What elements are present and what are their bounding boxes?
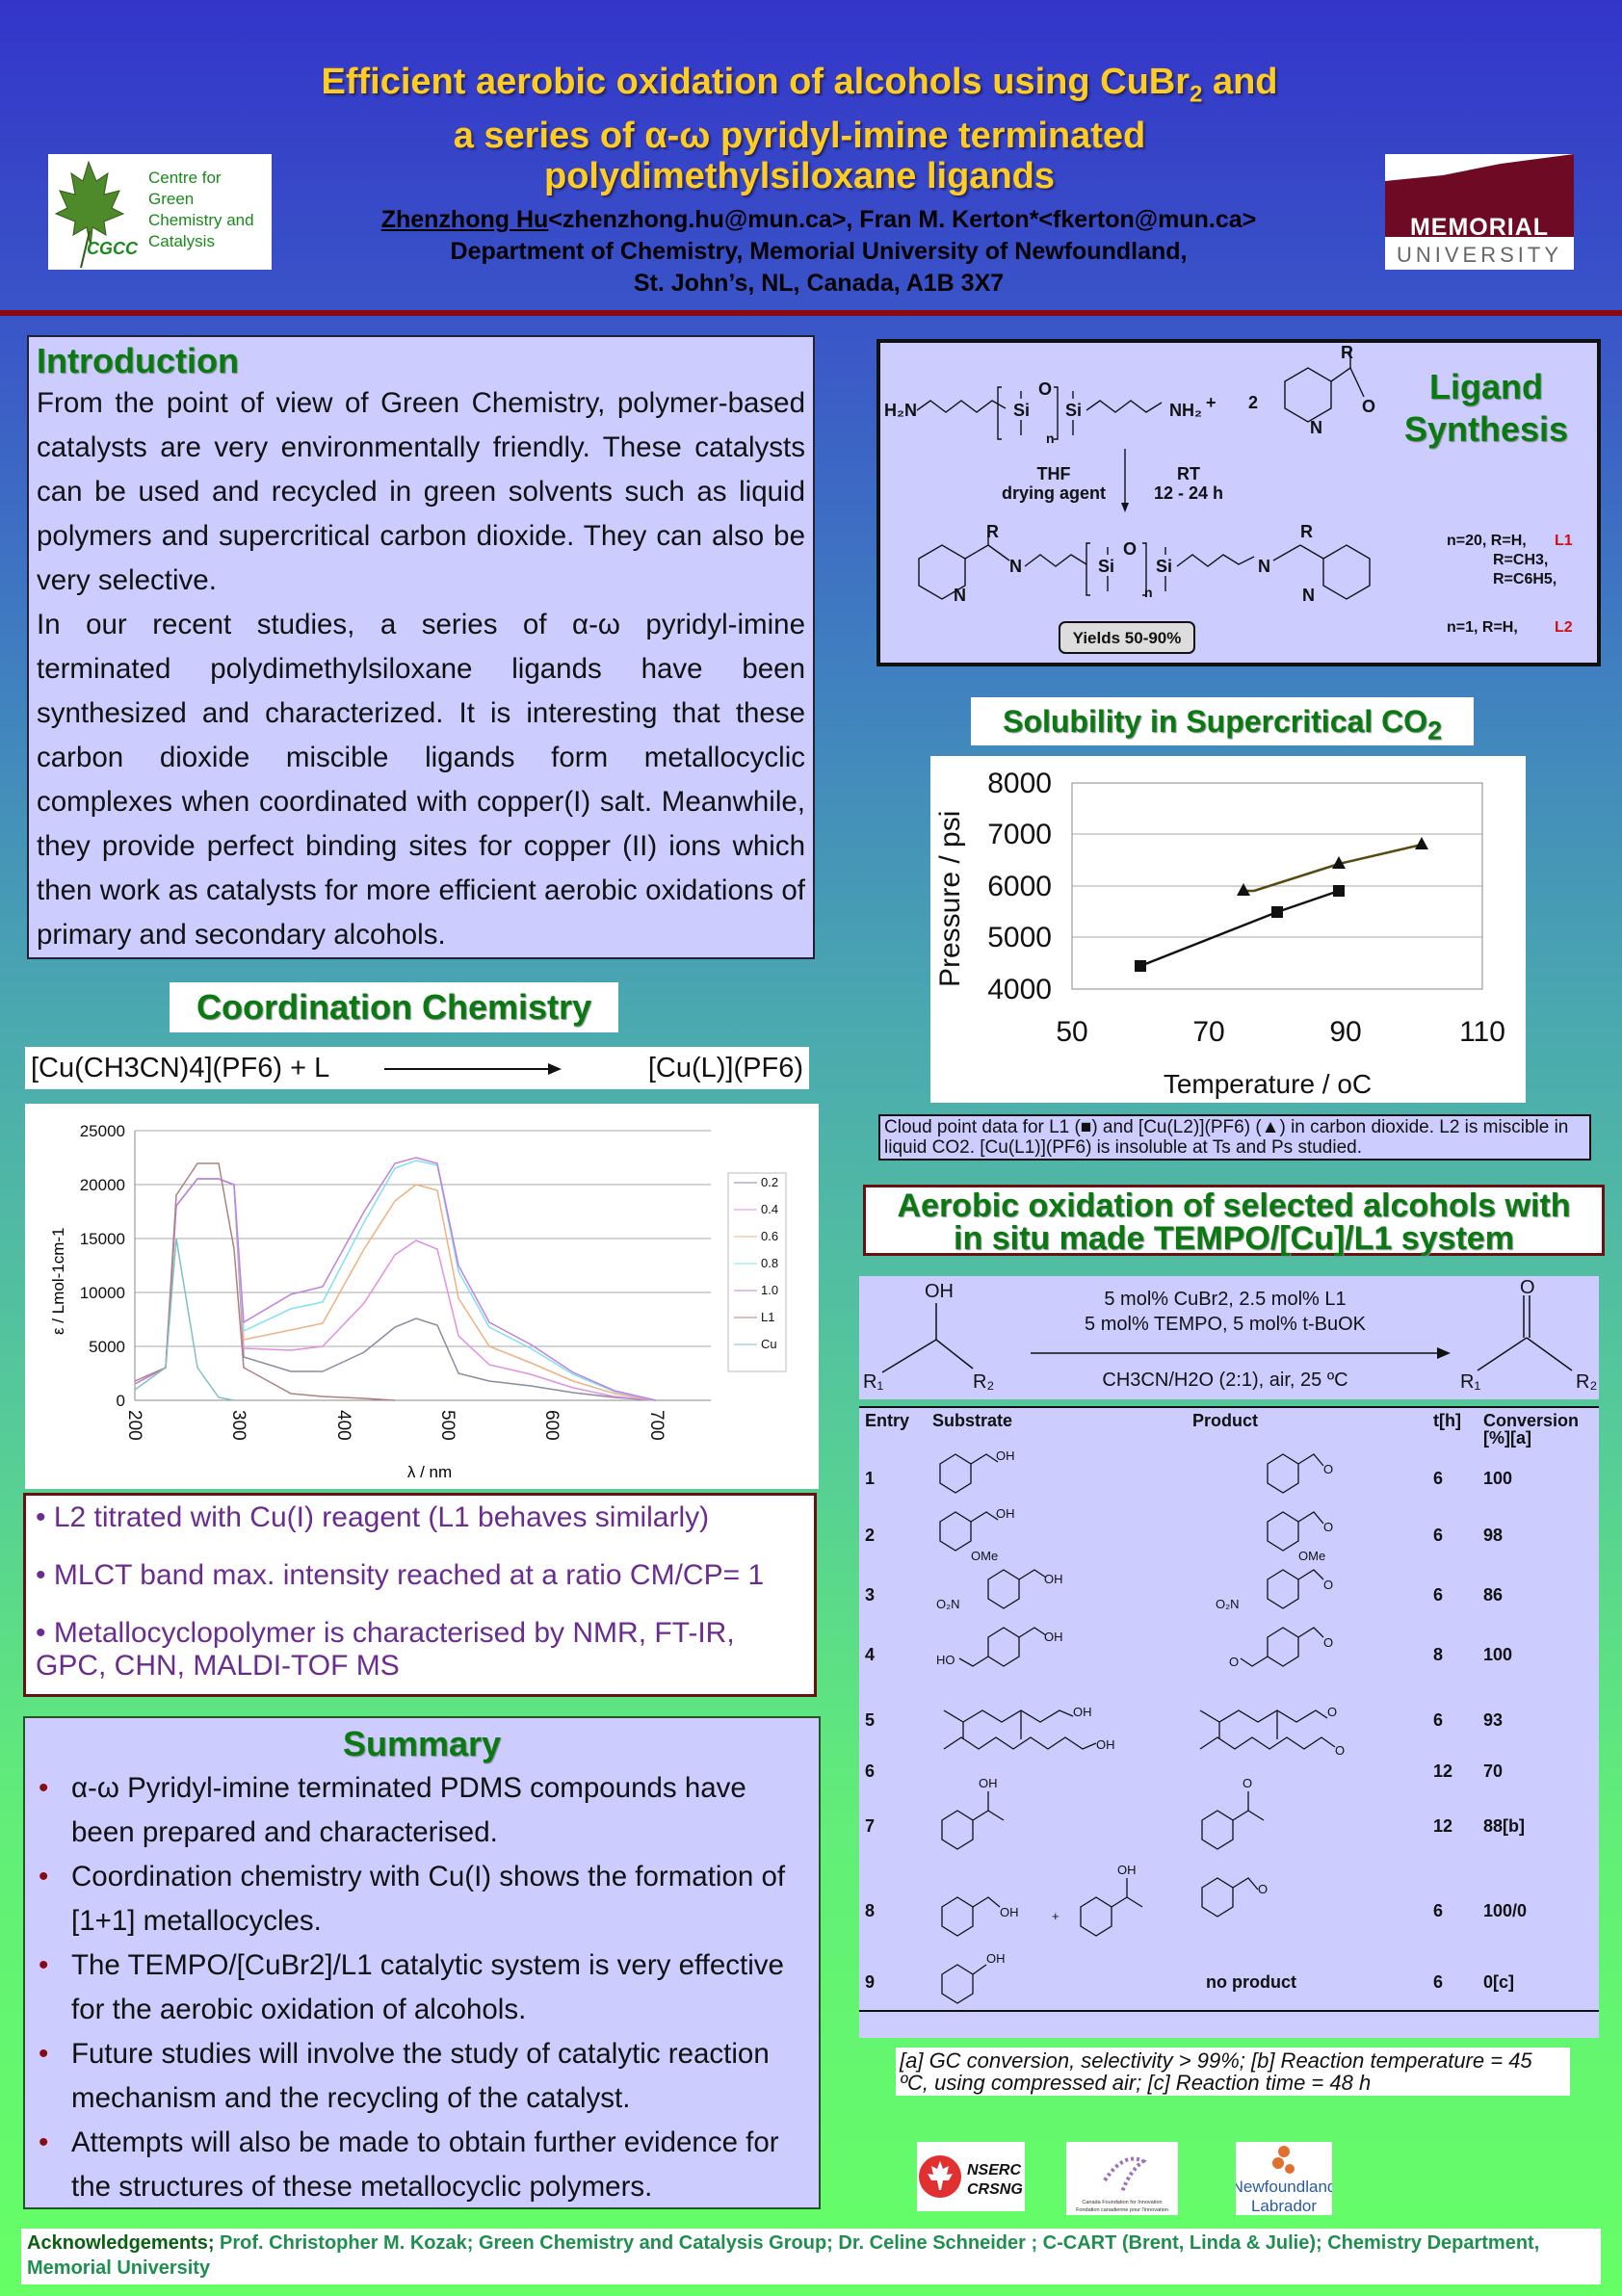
introduction-heading: Introduction — [37, 341, 239, 380]
svg-text:O: O — [1123, 539, 1138, 559]
svg-text:+: + — [1206, 393, 1216, 412]
svg-text:L2: L2 — [1555, 619, 1573, 636]
svg-text:OMe: OMe — [1298, 1549, 1326, 1563]
solubility-heading: Solubility in Supercritical $CO_2$ — [971, 697, 1474, 745]
svg-text:O₂N: O₂N — [1216, 1597, 1240, 1611]
svg-text:110: 110 — [1459, 1016, 1505, 1048]
svg-text:R₁: R₁ — [863, 1371, 884, 1393]
svg-text:RT: RT — [1177, 464, 1200, 483]
svg-text:R: R — [1341, 343, 1353, 362]
svg-text:Si: Si — [1156, 557, 1173, 576]
introduction-paragraph-2: In our recent studies, a series of α-ω pyridyl-imine terminated polydimethylsiloxane ligands have been synthesized and characterized. It is interesting that these carbon dioxide miscible ligands form metallocyclic complexes when coordinated with copper(I) salt. Meanwhile, they provide perfect binding sites for copper (II) ions which then work as catalysts for more efficient aerobic oxidations of primary and secondary alcohols. — [37, 609, 805, 951]
svg-text:Chemistry and: Chemistry and — [148, 211, 254, 229]
svg-text:500: 500 — [437, 1410, 458, 1441]
summary-item: • Attempts will also be made to obtain further evidence for the structures of these metallocyclic polymers. — [39, 2121, 805, 2209]
summary-panel — [23, 1716, 821, 2209]
svg-text:400: 400 — [333, 1410, 353, 1441]
svg-text:200: 200 — [124, 1410, 144, 1441]
coordination-bullet: • Metallocyclopolymer is characterised by NMR, FT-IR, GPC, CHN, MALDI-TOF MS — [36, 1617, 735, 1682]
svg-text:N: N — [1310, 418, 1322, 437]
nserc-logo — [917, 2142, 1025, 2211]
reaction-arrow-icon — [384, 1068, 558, 1070]
svg-text:0: 0 — [116, 1392, 125, 1410]
table-row: 9 no product 6 0[c] — [859, 1955, 1599, 2011]
svg-text:OH: OH — [1073, 1705, 1092, 1719]
svg-text:Pressure / psi: Pressure / psi — [934, 810, 966, 987]
svg-text:L1: L1 — [1555, 533, 1573, 549]
svg-text:CH3CN/H2O (2:1), air, 25 ºC: CH3CN/H2O (2:1), air, 25 ºC — [1102, 1370, 1348, 1391]
svg-text:Fondation canadienne pour l'in: Fondation canadienne pour l'innovation — [1076, 2207, 1168, 2213]
svg-text:5000: 5000 — [987, 922, 1052, 953]
summary-item: • Future studies will involve the study of catalytic reaction mechanism and the recycling of the catalyst. — [39, 2032, 805, 2121]
summary-item: • The TEMPO/[CuBr2]/L1 catalytic system is very effective for the aerobic oxidation of alcohols. — [39, 1944, 805, 2032]
svg-text:300: 300 — [228, 1410, 249, 1441]
svg-text:6000: 6000 — [987, 871, 1052, 902]
svg-text:Si: Si — [1098, 557, 1115, 576]
svg-text:OH: OH — [996, 1448, 1015, 1463]
uv-vis-chart — [25, 1104, 819, 1489]
svg-text:R=C6H5,: R=C6H5, — [1493, 571, 1557, 587]
cgcc-logo — [48, 154, 272, 270]
svg-text:N: N — [1258, 557, 1270, 576]
svg-text:5000: 5000 — [89, 1338, 125, 1356]
summary-heading: Summary — [342, 1724, 502, 1763]
svg-text:O: O — [1327, 1705, 1338, 1719]
svg-text:600: 600 — [541, 1410, 562, 1441]
svg-text:25000: 25000 — [79, 1122, 125, 1140]
authors-block: Zhenzhong Hu<zhenzhong.hu@mun.ca>, Fran M. Kerton*<fkerton@mun.ca> Department of Chemistry, Memorial University of Newfoundland, St. John’s, NL, Canada, A1B 3X7 — [380, 206, 1257, 297]
square-markers — [1135, 885, 1345, 972]
oxidation-scheme — [859, 1276, 1599, 1399]
svg-text:R₂: R₂ — [973, 1371, 995, 1393]
svg-text:Temperature / oC: Temperature / oC — [1163, 1069, 1373, 1099]
svg-text:Catalysis: Catalysis — [148, 232, 215, 250]
svg-text:L1: L1 — [761, 1310, 775, 1324]
svg-text:N: N — [1302, 586, 1315, 605]
svg-text:OH: OH — [1044, 1630, 1063, 1644]
svg-text:+: + — [1052, 1909, 1060, 1923]
svg-text:5 mol% CuBr2, 2.5 mol% L1: 5 mol% CuBr2, 2.5 mol% L1 — [1104, 1289, 1347, 1310]
svg-text:R: R — [986, 522, 999, 541]
table-row: 4 8 100 — [865, 1644, 1513, 1664]
table-row: 7 12 88[b] — [865, 1815, 1526, 1836]
svg-text:4000: 4000 — [987, 974, 1052, 1005]
svg-text:Canada Foundation for Innovati: Canada Foundation for Innovation — [1082, 2200, 1163, 2205]
svg-text:O: O — [1038, 379, 1053, 399]
svg-text:R=CH3,: R=CH3, — [1493, 552, 1549, 568]
svg-text:Si: Si — [1013, 401, 1031, 420]
svg-text:MEMORIAL: MEMORIAL — [1409, 214, 1550, 241]
svg-text:O: O — [1243, 1776, 1253, 1790]
svg-text:OH: OH — [1000, 1905, 1019, 1919]
svg-text:drying agent: drying agent — [1001, 483, 1107, 503]
svg-text:n=20, R=H,: n=20, R=H, — [1447, 533, 1527, 549]
table-row: 1 6 100 — [865, 1468, 1513, 1488]
svg-text:OH: OH — [1044, 1572, 1063, 1586]
coordination-bullet: • L2 titrated with Cu(I) reagent (L1 behaves similarly) — [36, 1501, 710, 1533]
svg-text:50: 50 — [1056, 1016, 1088, 1048]
svg-text:Centre for: Centre for — [148, 169, 222, 187]
svg-text:2: 2 — [1248, 393, 1259, 412]
svg-text:10000: 10000 — [79, 1284, 125, 1302]
oxidation-heading: Aerobic oxidation of selected alcohols with in situ made TEMPO/[Cu]/L1 system — [863, 1185, 1605, 1256]
svg-text:70: 70 — [1192, 1016, 1225, 1048]
svg-text:1.0: 1.0 — [761, 1283, 779, 1297]
svg-text:Cu: Cu — [761, 1337, 777, 1351]
solubility-chart — [930, 756, 1526, 1103]
svg-text:0.4: 0.4 — [761, 1202, 779, 1216]
poster-title: Efficient aerobic oxidation of alcohols using CuBr$_2$ and a series of α-ω pyridyl-imine terminated polydimethylsiloxane ligands — [321, 62, 1278, 196]
svg-text:OH: OH — [986, 1951, 1006, 1966]
svg-text:OH: OH — [979, 1776, 998, 1790]
author-name: Zhenzhong Hu — [380, 206, 549, 233]
table-row: 8 6 100/0 — [865, 1900, 1528, 1920]
oxidation-results-table: Entry Substrate Product t[h] Conversion [%][a] 1 6 100 2 6 98 3 6 86 4 8 100 5 6 93 6 12 70 7 12 88[b] 8 6 100/0 9 no product 6 0[c] OH O OH O OMe OMe OH O O₂N O₂N OH O HO O OH O OH O OH O OH + OH O OH — [859, 1406, 1599, 2038]
introduction-panel — [27, 335, 815, 959]
maple-leaf-icon — [48, 154, 272, 270]
svg-text:Newfoundland: Newfoundland — [1236, 2178, 1332, 2196]
svg-text:12 - 24 h: 12 - 24 h — [1153, 483, 1224, 503]
svg-text:N: N — [954, 586, 966, 605]
table-row: 3 6 86 — [865, 1584, 1504, 1605]
coordination-heading: Coordination Chemistry — [170, 982, 618, 1032]
structure-drawings — [859, 1406, 1599, 2038]
cfi-logo — [1066, 2142, 1178, 2215]
ligand-synthesis-heading: Ligand Synthesis — [1403, 367, 1569, 449]
svg-text:CGCC: CGCC — [87, 239, 138, 258]
header-divider — [0, 310, 1622, 316]
coordination-bullets — [23, 1493, 817, 1697]
svg-text:OH: OH — [1117, 1863, 1137, 1877]
svg-text:R₁: R₁ — [1460, 1371, 1481, 1393]
svg-text:0.2: 0.2 — [761, 1175, 779, 1189]
table-row: 5 6 93 — [865, 1709, 1504, 1730]
svg-text:THF: THF — [1036, 464, 1071, 483]
svg-text:O: O — [1323, 1635, 1334, 1650]
svg-text:O: O — [1229, 1655, 1240, 1669]
acknowledgements-label: Acknowledgements; — [27, 2232, 215, 2254]
svg-text:0.8: 0.8 — [761, 1256, 779, 1270]
introduction-paragraph-1: From the point of view of Green Chemistry, polymer-based catalysts are very environmentally friendly. These catalysts can be used and recycled in green solvents such as liquid polymers and supercritical carbon dioxide. They can also be very selective. — [37, 387, 805, 596]
svg-text:H₂N: H₂N — [884, 401, 917, 420]
svg-text:20000: 20000 — [79, 1176, 125, 1194]
svg-text:OH: OH — [1096, 1737, 1115, 1752]
svg-text:7000: 7000 — [987, 819, 1052, 850]
svg-text:90: 90 — [1329, 1016, 1362, 1048]
coordination-equation: [Cu(CH3CN)4](PF6) + L [Cu(L)](PF6) — [25, 1047, 809, 1089]
svg-text:O: O — [1323, 1462, 1334, 1476]
svg-text:HO: HO — [936, 1653, 955, 1667]
svg-text:700: 700 — [646, 1410, 667, 1441]
svg-text:8000: 8000 — [987, 768, 1052, 799]
svg-text:ε / Lmol-1cm-1: ε / Lmol-1cm-1 — [49, 1227, 67, 1335]
memorial-university-logo — [1385, 154, 1574, 270]
svg-text:Yields 50-90%: Yields 50-90% — [1072, 629, 1182, 647]
svg-text:R: R — [1300, 522, 1313, 541]
svg-text:O₂N: O₂N — [936, 1597, 960, 1611]
svg-text:O: O — [1323, 1578, 1334, 1592]
svg-text:CRSNG: CRSNG — [967, 2181, 1023, 2198]
coordination-bullet: • MLCT band max. intensity reached at a ratio CM/CP= 1 — [36, 1559, 765, 1591]
svg-text:0.6: 0.6 — [761, 1229, 779, 1243]
svg-text:O: O — [1258, 1882, 1269, 1896]
svg-text:N: N — [1009, 557, 1022, 576]
svg-text:Si: Si — [1065, 401, 1083, 420]
svg-text:O: O — [1335, 1743, 1346, 1758]
acknowledgements: Acknowledgements; Prof. Christopher M. Kozak; Green Chemistry and Catalysis Group; Dr. Celine Schneider ; C-CART (Brent, Linda & Julie); Chemistry Department, Memorial University — [21, 2229, 1601, 2284]
svg-text:UNIVERSITY: UNIVERSITY — [1396, 243, 1563, 267]
table-footnote: [a] GC conversion, selectivity > 99%; [b] Reaction temperature = 45 ºC, using compressed air; [c] Reaction time = 48 h — [896, 2048, 1570, 2096]
summary-item: • Coordination chemistry with Cu(I) shows the formation of [1+1] metallocycles. — [39, 1855, 805, 1944]
svg-text:n: n — [1144, 585, 1153, 600]
svg-text:NSERC: NSERC — [967, 2162, 1022, 2179]
svg-text:O: O — [1323, 1520, 1334, 1534]
table-row: 2 6 98 — [865, 1525, 1504, 1545]
svg-text:OH: OH — [925, 1281, 954, 1302]
svg-text:n: n — [1046, 430, 1055, 446]
svg-text:OH: OH — [996, 1506, 1015, 1521]
svg-text:15000: 15000 — [79, 1230, 125, 1248]
svg-text:R₂: R₂ — [1576, 1371, 1598, 1393]
svg-text:NH₂: NH₂ — [1169, 401, 1202, 420]
svg-text:Green: Green — [148, 190, 195, 208]
newfoundland-labrador-logo — [1236, 2142, 1332, 2215]
summary-item: • α-ω Pyridyl-imine terminated PDMS compounds have been prepared and characterised. — [39, 1766, 805, 1855]
svg-text:O: O — [1520, 1277, 1535, 1298]
svg-text:λ / nm: λ / nm — [406, 1463, 453, 1481]
table-row: 6 12 70 — [865, 1761, 1504, 1781]
svg-text:O: O — [1362, 397, 1376, 416]
svg-text:5 mol% TEMPO, 5 mol% t-BuOK: 5 mol% TEMPO, 5 mol% t-BuOK — [1085, 1314, 1366, 1335]
svg-text:OMe: OMe — [971, 1549, 999, 1563]
svg-text:n=1, R=H,: n=1, R=H, — [1447, 619, 1518, 636]
solubility-caption: Cloud point data for L1 (■) and [Cu(L2)](PF6) (▲) in carbon dioxide. L2 is miscible in liquid CO2. [Cu(L1)](PF6) is insoluble at Ts and Ps studied. — [878, 1114, 1591, 1161]
svg-text:Labrador: Labrador — [1250, 2197, 1318, 2215]
